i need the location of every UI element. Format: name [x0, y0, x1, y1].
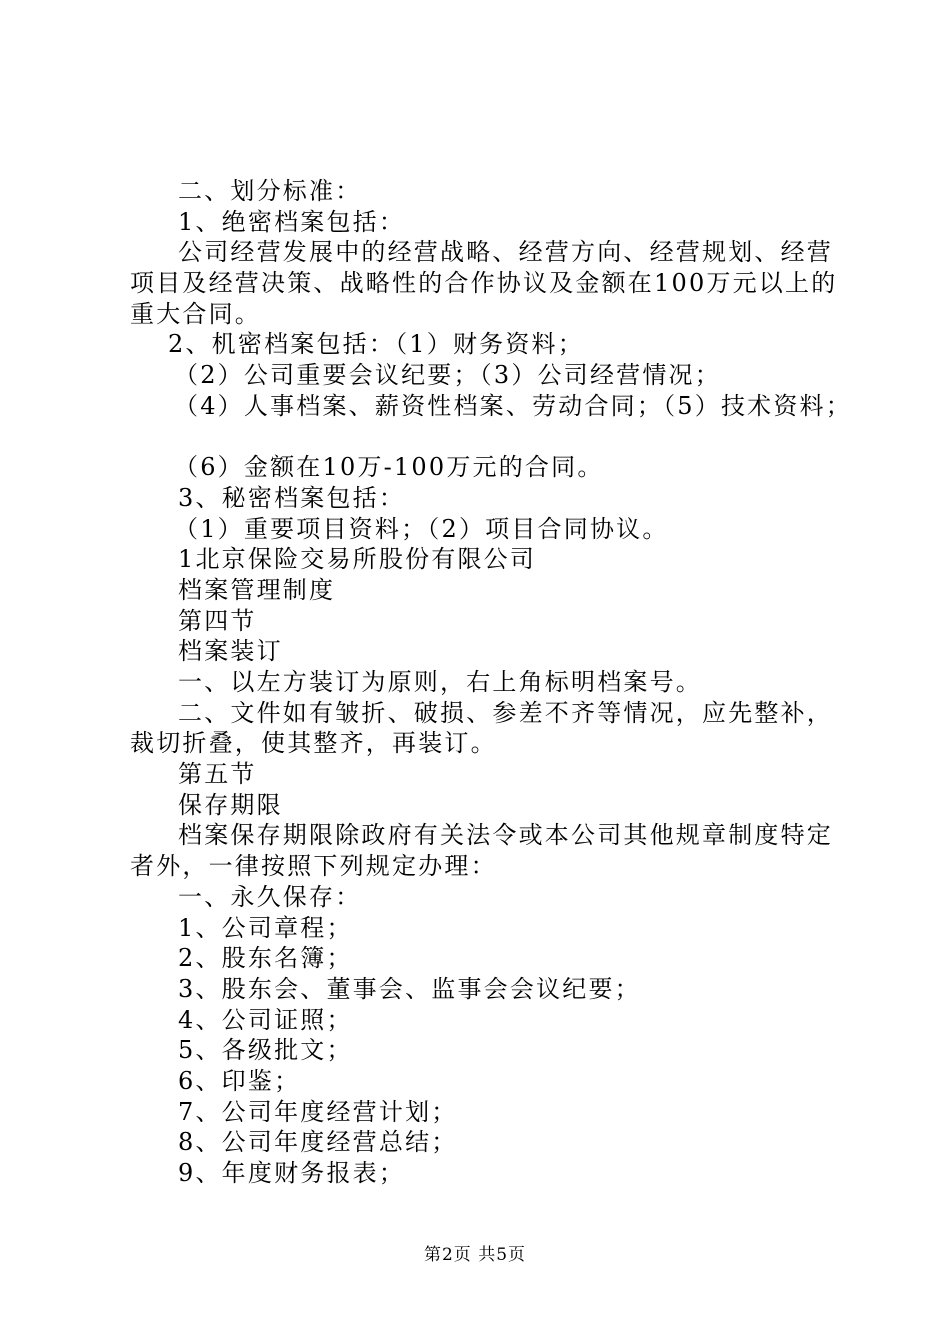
list-item: 2、股东名簿；	[178, 944, 353, 973]
text-line: 一、永久保存：	[178, 882, 362, 911]
list-item: 8、公司年度经营总结；	[178, 1128, 458, 1157]
list-item: 1、公司章程；	[178, 913, 353, 942]
text-line: （6）金额在10万-100万元的合同。	[174, 453, 604, 482]
list-item: 3、股东会、董事会、监事会会议纪要；	[178, 974, 641, 1003]
text-line: 1、绝密档案包括：	[178, 207, 406, 236]
list-item: 6、印鉴；	[178, 1066, 301, 1095]
text-line: 1北京保险交易所股份有限公司	[178, 545, 537, 574]
section-heading: 第四节	[178, 606, 257, 635]
section-title: 保存期限	[178, 790, 283, 819]
text-line: 裁切折叠，使其整齐，再装订。	[130, 729, 497, 758]
text-line: （1）重要项目资料；（2）项目合同协议。	[174, 514, 669, 543]
page-number-footer: 第2页 共5页	[423, 1245, 527, 1265]
text-line: 档案管理制度	[178, 575, 336, 604]
section-heading: 第五节	[178, 760, 257, 789]
list-item: 7、公司年度经营计划；	[178, 1097, 458, 1126]
text-line: （2）公司重要会议纪要；（3）公司经营情况；	[174, 361, 721, 390]
text-line: 一、以左方装订为原则，右上角标明档案号。	[178, 668, 702, 696]
text-line: 2、机密档案包括：（1）财务资料；	[168, 330, 584, 359]
list-item: 5、各级批文；	[178, 1036, 353, 1065]
blank-line	[130, 422, 835, 453]
text-line: 重大合同。	[130, 299, 261, 328]
text-line: （4）人事档案、薪资性档案、劳动合同；（5）技术资料；	[174, 391, 852, 420]
text-line: 3、秘密档案包括：	[178, 483, 406, 512]
list-item: 4、公司证照；	[178, 1005, 353, 1034]
text-line: 公司经营发展中的经营战略、经营方向、经营规划、经营	[178, 238, 833, 267]
section-title: 档案装订	[178, 637, 283, 666]
text-line: 项目及经营决策、战略性的合作协议及金额在100万元以上的	[130, 269, 838, 298]
document-body	[130, 176, 852, 1189]
text-line: 者外，一律按照下列规定办理：	[130, 852, 497, 881]
text-line: 二、文件如有皱折、破损、参差不齐等情况，应先整补，	[178, 698, 833, 727]
text-line: 档案保存期限除政府有关法令或本公司其他规章制度特定	[178, 821, 833, 850]
text-line: 二、划分标准：	[178, 177, 362, 205]
list-item: 9、年度财务报表；	[178, 1159, 406, 1187]
